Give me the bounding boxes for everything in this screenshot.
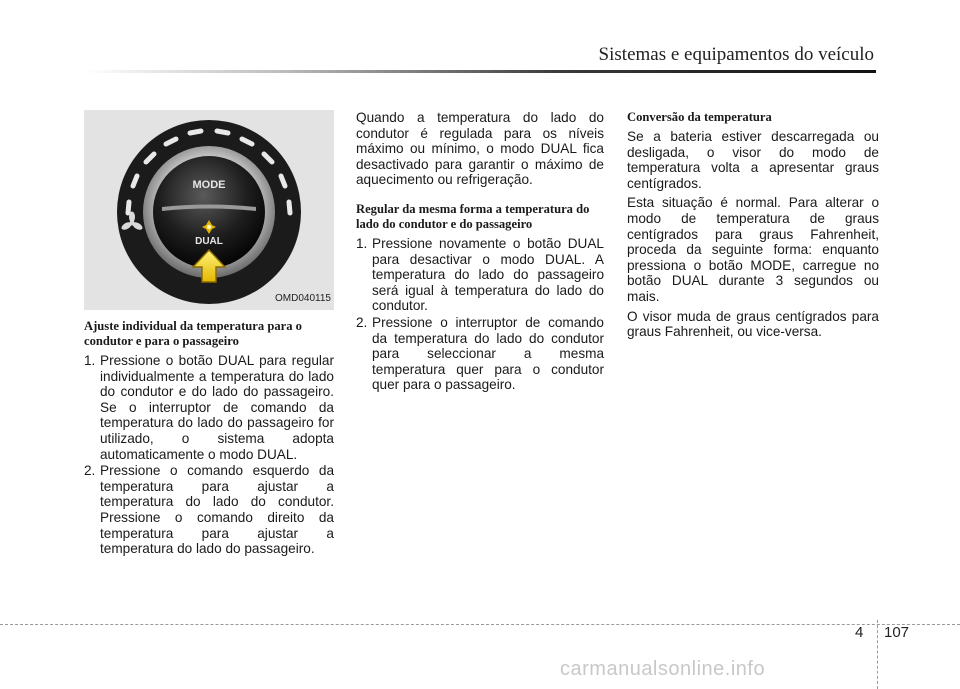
list-item [356, 315, 604, 393]
list-text: Pressione novamente o botão DUAL para desactivar o modo DUAL. A temperatura do lado do passageiro será igual à temperatura do lado do condutor. [372, 235, 604, 314]
list-text: Pressione o interruptor de comando da temperatura do lado do condutor para seleccionar a mesma temperatura quer para o condutor quer para o passageiro. [372, 314, 604, 393]
list-item [356, 236, 604, 314]
footer-rule [0, 624, 960, 625]
page-number: 107 [884, 624, 910, 641]
section-heading-individual: Ajuste individual da temperatura para o condutor e para o passageiro [84, 319, 302, 348]
list-text: Pressione o botão DUAL para regular individualmente a temperatura do lado do condutor e do lado do passageiro. Se o interruptor de comando da temperatura do lado do passageiro for utilizado, o sistema adopta automaticamente o modo DUAL. [100, 353, 334, 462]
knob-illustration [84, 110, 334, 310]
list-item [84, 463, 334, 557]
footer-divider [877, 620, 879, 689]
list-number: 2. [356, 314, 368, 330]
conversion-paragraph-1: Se a bateria estiver descarregada ou desligada, o visor do modo de temperatura volta a apresentar graus centígrados. [627, 129, 879, 191]
list-item [84, 353, 334, 462]
list-number: 1. [356, 235, 368, 251]
chapter-number: 4 [855, 624, 864, 641]
dual-label: DUAL [195, 236, 223, 247]
mode-label: MODE [192, 179, 226, 191]
figure-code: OMD040115 [275, 293, 331, 305]
climate-control-knob-figure [84, 110, 334, 310]
list-number: 2. [84, 463, 96, 479]
column-3 [627, 110, 879, 344]
conversion-paragraph-3: O visor muda de graus centígrados para graus Fahrenheit, ou vice-versa. [627, 308, 879, 340]
section-heading-same-temp: Regular da mesma forma a temperatura do lado do condutor e do passageiro [356, 201, 590, 231]
list-text: Pressione o comando esquerdo da temperatura para ajustar a temperatura do lado do condutor. Pressione o comando direito da temperatura para ajustar a temperatura do lado do passageiro. [100, 463, 334, 557]
conversion-paragraph-2: Esta situação é normal. Para alterar o modo de temperatura de graus centígrados para graus Fahrenheit, proceda da seguinte forma: enquanto pressiona o botão MODE, carregue no botão DUAL durante 3 segundos ou mais. [627, 195, 879, 304]
list-number: 1. [84, 353, 96, 368]
section-heading-conversion: Conversão da temperatura [627, 110, 772, 124]
watermark: carmanualsonline.info [560, 658, 766, 680]
header-rule [84, 70, 876, 73]
page-header-title: Sistemas e equipamentos do veículo [598, 44, 874, 65]
column-1 [84, 110, 334, 558]
dual-disable-paragraph: Quando a temperatura do lado do condutor é regulada para os níveis máximo ou mínimo, o modo DUAL fica desactivado para garantir o máximo de aquecimento ou refrigeração. [356, 110, 604, 188]
column-2 [356, 110, 604, 394]
